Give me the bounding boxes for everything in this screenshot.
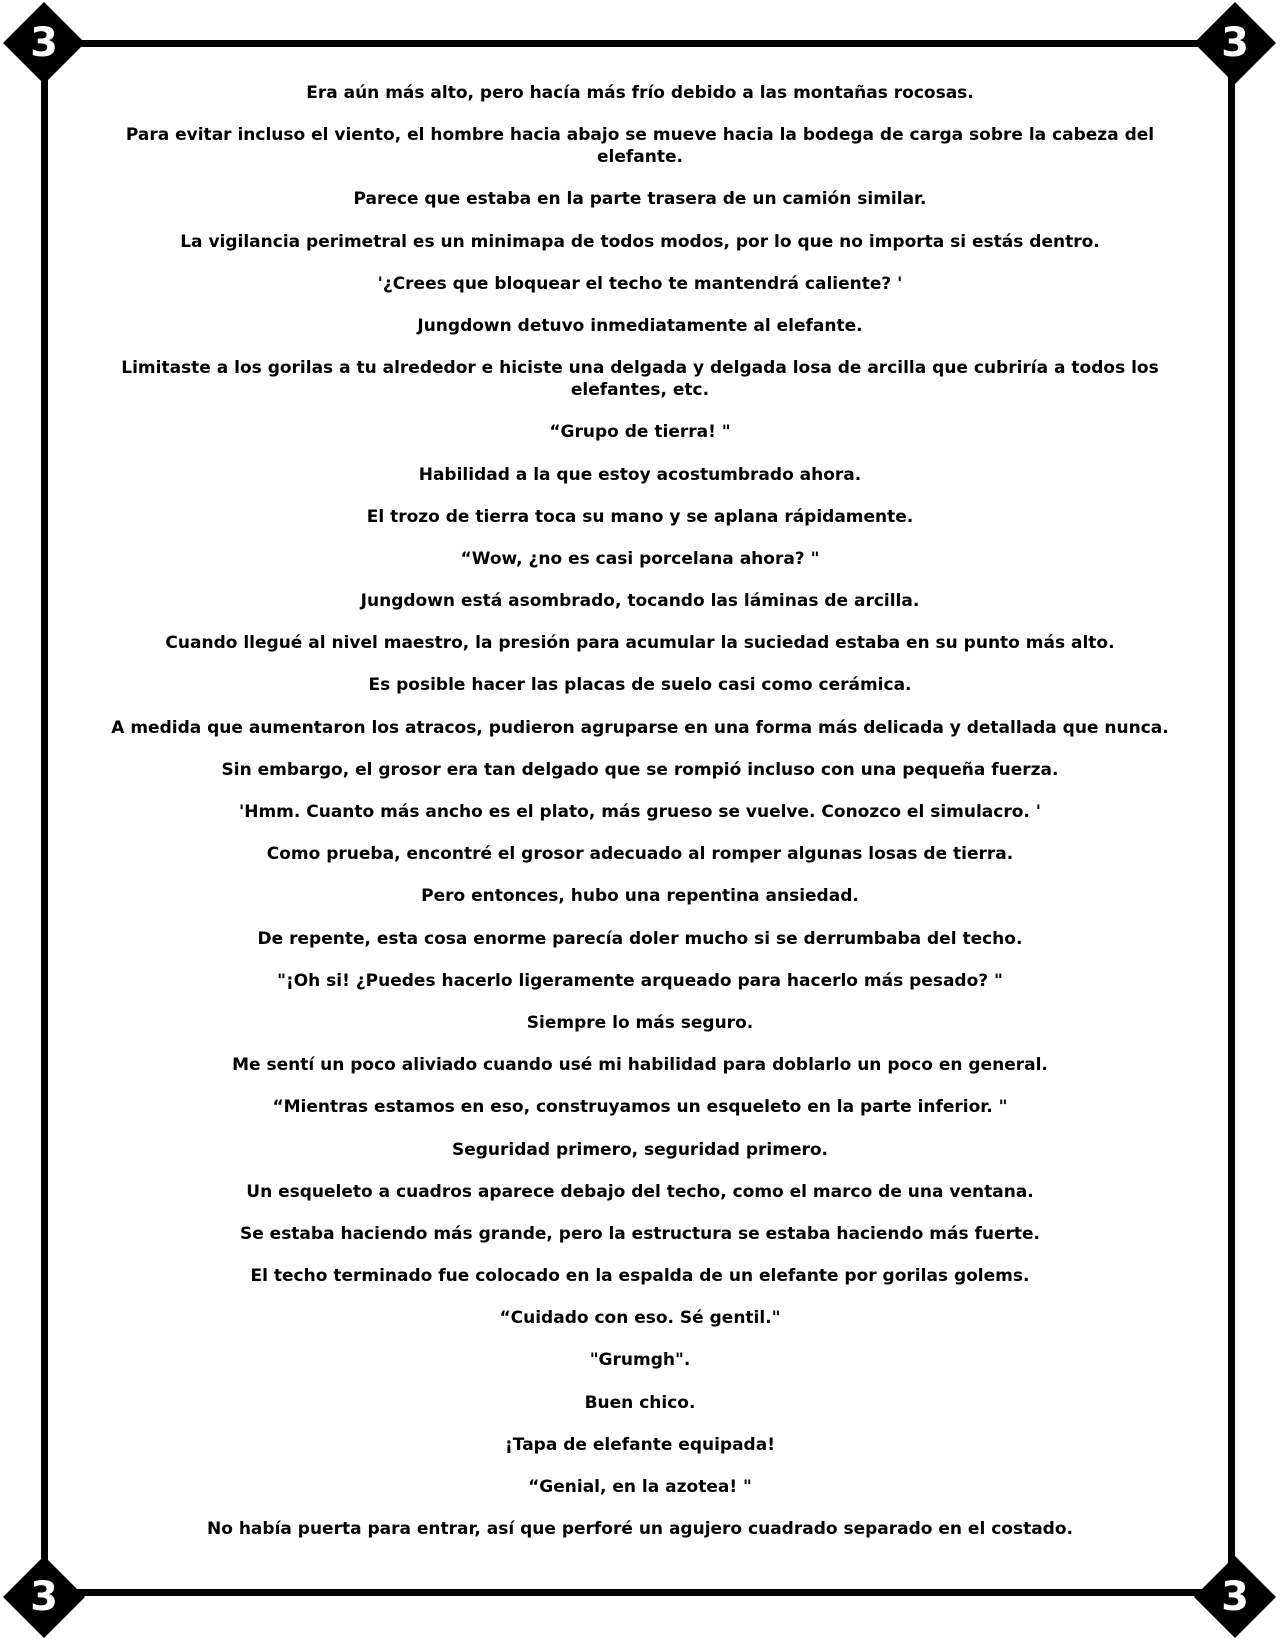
corner-number: 3: [30, 20, 58, 66]
corner-number: 3: [30, 1574, 58, 1620]
paragraph: ¡Tapa de elefante equipada!: [505, 1434, 775, 1455]
paragraph: Era aún más alto, pero hacía más frío debido a las montañas rocosas.: [306, 83, 974, 103]
paragraph: '¿Crees que bloquear el techo te mantendrá caliente? ': [377, 273, 903, 294]
paragraph: Para evitar incluso el viento, el hombre hacia abajo se mueve hacia la bodega de carga sobre la cabeza del elefante.: [125, 125, 1155, 168]
paragraph: "¡Oh si! ¿Puedes hacerlo ligeramente arqueado para hacerlo más pesado? ": [277, 970, 1003, 991]
paragraph: “Mientras estamos en eso, construyamos un esqueleto en la parte inferior. ": [272, 1097, 1008, 1118]
paragraph: Sin embargo, el grosor era tan delgado que se rompió incluso con una pequeña fuerza.: [221, 759, 1059, 780]
paragraph: La vigilancia perimetral es un minimapa de todos modos, por lo que no importa si estás dentro.: [180, 231, 1100, 252]
paragraph: Pero entonces, hubo una repentina ansiedad.: [421, 886, 859, 907]
paragraph: El trozo de tierra toca su mano y se aplana rápidamente.: [366, 506, 914, 527]
corner-number: 3: [1221, 20, 1249, 66]
paragraph: "Grumgh".: [589, 1350, 691, 1371]
paragraph: Jungdown detuvo inmediatamente al elefante.: [417, 315, 863, 336]
paragraph: Me sentí un poco aliviado cuando usé mi habilidad para doblarlo un poco en general.: [232, 1055, 1048, 1076]
paragraph: Jungdown está asombrado, tocando las láminas de arcilla.: [360, 591, 920, 612]
paragraph: 'Hmm. Cuanto más ancho es el plato, más grueso se vuelve. Conozco el simulacro. ': [239, 802, 1041, 822]
paragraph: Se estaba haciendo más grande, pero la estructura se estaba haciendo más fuerte.: [239, 1223, 1041, 1244]
corner-badge-top-left: [3, 2, 85, 84]
story-text: [90, 82, 1190, 1560]
paragraph: “Cuidado con eso. Sé gentil.": [499, 1308, 781, 1329]
paragraph: El techo terminado fue colocado en la espalda de un elefante por gorilas golems.: [250, 1266, 1030, 1287]
corner-badge-bottom-right: [1194, 1556, 1276, 1638]
paragraph: De repente, esta cosa enorme parecía doler mucho si se derrumbaba del techo.: [257, 928, 1023, 949]
corner-badge-bottom-left: [3, 1556, 85, 1638]
paragraph: “Grupo de tierra! ": [549, 422, 731, 443]
corner-badge-top-right: [1194, 2, 1276, 84]
paragraph: Un esqueleto a cuadros aparece debajo del techo, como el marco de una ventana.: [246, 1181, 1034, 1202]
paragraph: A medida que aumentaron los atracos, pudieron agruparse en una forma más delicada y detallada que nunca.: [111, 717, 1169, 738]
paragraph: “Genial, en la azotea! ": [528, 1477, 752, 1497]
paragraph: Parece que estaba en la parte trasera de un camión similar.: [353, 189, 927, 210]
corner-number: 3: [1221, 1574, 1249, 1620]
paragraph: Es posible hacer las placas de suelo casi como cerámica.: [368, 675, 912, 696]
paragraph: Siempre lo más seguro.: [526, 1012, 754, 1033]
paragraph: Cuando llegué al nivel maestro, la presión para acumular la suciedad estaba en su punto más alto.: [165, 633, 1115, 654]
paragraph: Seguridad primero, seguridad primero.: [451, 1139, 829, 1160]
paragraph: Habilidad a la que estoy acostumbrado ahora.: [418, 464, 862, 485]
paragraph: Limitaste a los gorilas a tu alrededor e hiciste una delgada y delgada losa de arcilla que cubriría a todos los elefantes, etc.: [121, 358, 1159, 401]
paragraph: “Wow, ¿no es casi porcelana ahora? ": [460, 548, 820, 569]
paragraph: Buen chico.: [584, 1392, 696, 1413]
paragraph: Como prueba, encontré el grosor adecuado al romper algunas losas de tierra.: [266, 844, 1014, 865]
paragraph: No había puerta para entrar, así que perforé un agujero cuadrado separado en el costado.: [207, 1519, 1073, 1540]
